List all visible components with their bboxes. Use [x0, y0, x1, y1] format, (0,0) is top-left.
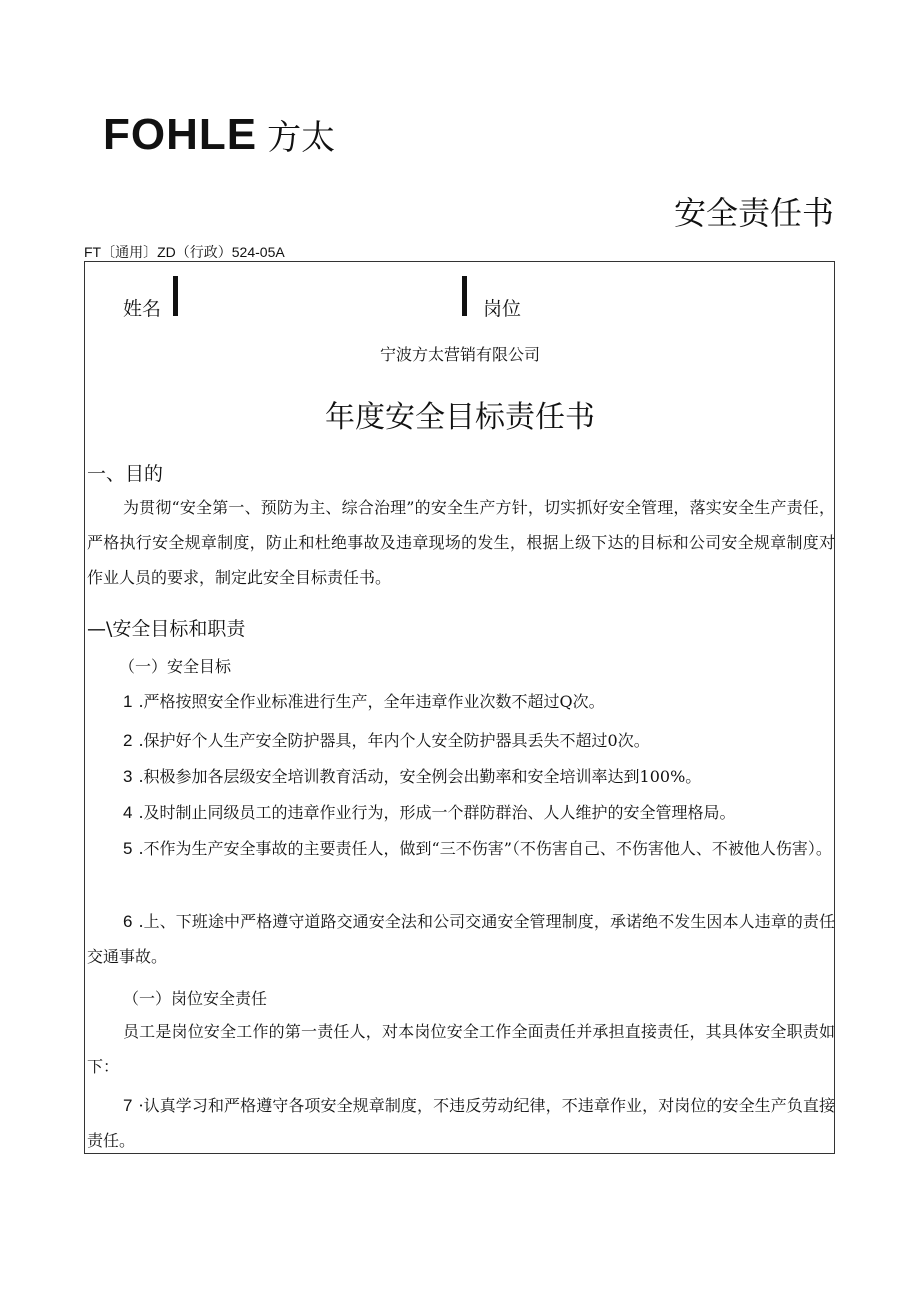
list-item	[123, 728, 650, 751]
name-field-marker	[173, 276, 178, 316]
subsection-safety-goals: （一）安全目标	[119, 657, 232, 676]
item-text: .不作为生产安全事故的主要责任人，做到“三不伤害”（不伤害自己、不伤害他人、不被他人伤害）。	[138, 839, 832, 858]
logo-english: FOHLE	[103, 110, 258, 159]
company-name: 宁波方太营销有限公司	[379, 345, 540, 364]
logo-chinese: 方太	[267, 118, 336, 158]
main-title: 年度安全目标责任书	[325, 400, 595, 435]
subsection-2-body: 员工是岗位安全工作的第一责任人，对本岗位安全工作全面责任并承担直接责任，其具体安全职责如下：	[87, 1022, 835, 1076]
list-item	[87, 904, 835, 974]
item-number: 7	[123, 1096, 133, 1115]
list-item	[123, 689, 605, 712]
item-number: 5	[123, 839, 133, 858]
item-text: ·认真学习和严格遵守各项安全规章制度，不违反劳动纪律，不违章作业，对岗位的安全生产负直接责任。	[87, 1096, 835, 1150]
item-number: 6	[123, 912, 133, 931]
item-number: 4	[123, 803, 133, 822]
section-1-heading: 一、目的	[87, 463, 164, 485]
list-item	[123, 800, 736, 823]
item-text: .严格按照安全作业标准进行生产，全年违章作业次数不超过Q次。	[138, 692, 605, 711]
item-number: 1	[123, 692, 133, 711]
item-text: .保护好个人生产安全防护器具，年内个人安全防护器具丢失不超过0次。	[138, 731, 650, 750]
company-logo	[103, 110, 335, 160]
list-item	[87, 1088, 835, 1158]
item-text: .积极参加各层级安全培训教育活动，安全例会出勤率和安全培训率达到100%。	[138, 767, 702, 786]
section-1-body: 为贯彻“安全第一、预防为主、综合治理”的安全生产方针，切实抓好安全管理，落实安全生产责任，严格执行安全规章制度，防止和杜绝事故及违章现场的发生，根据上级下达的目标和公司安全规章制度对作业人员的要求，制定此安全目标责任书。	[87, 498, 835, 587]
post-label: 岗位	[483, 298, 522, 320]
item-number: 2	[123, 731, 133, 750]
document-title: 安全责任书	[673, 194, 834, 232]
item-text: .上、下班途中严格遵守道路交通安全法和公司交通安全管理制度，承诺绝不发生因本人违章的责任交通事故。	[87, 912, 835, 966]
item-number: 3	[123, 767, 133, 786]
list-item	[123, 764, 701, 787]
item-text: .及时制止同级员工的违章作业行为，形成一个群防群治、人人维护的安全管理格局。	[138, 803, 736, 822]
document-code: FT〔通用〕ZD（行政）524-05A	[84, 244, 285, 260]
name-label: 姓名	[123, 298, 162, 320]
section-2-heading: —\安全目标和职责	[87, 618, 246, 640]
post-field-marker	[462, 276, 467, 316]
subsection-post-responsibility: （一）岗位安全责任	[123, 989, 268, 1008]
list-item	[87, 831, 835, 866]
